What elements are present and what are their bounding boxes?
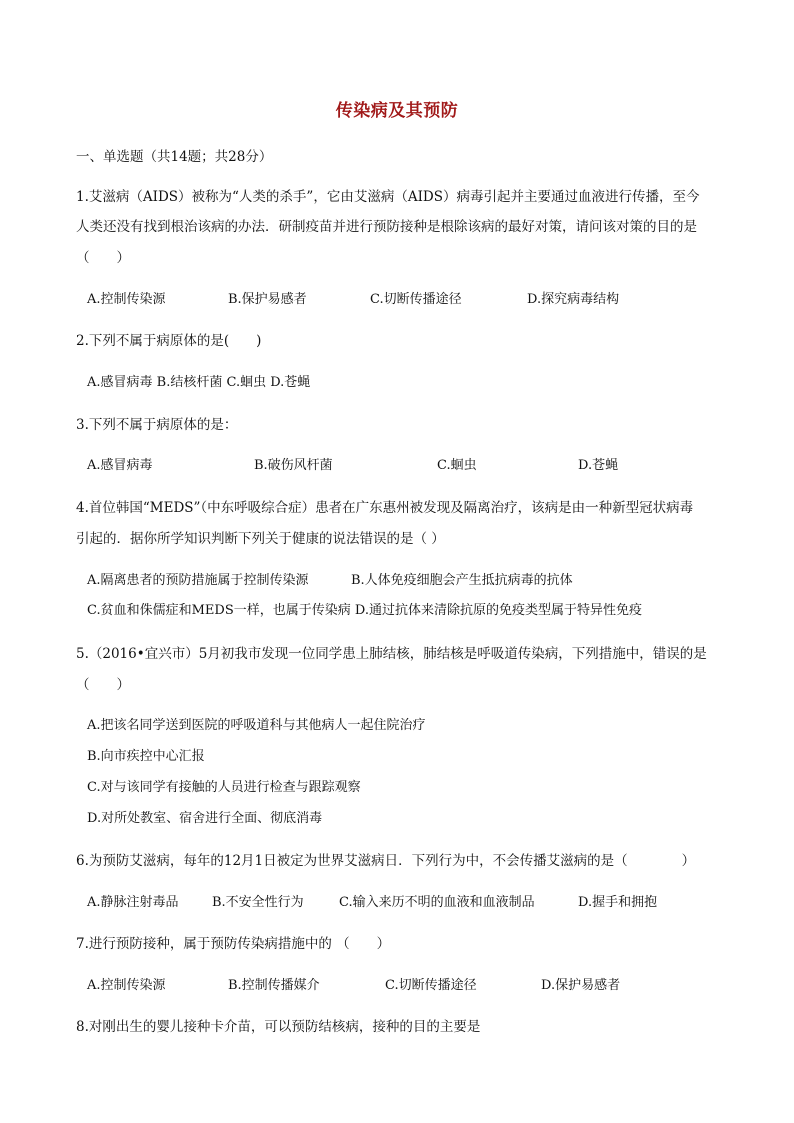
question-1-line-1: 1.艾滋病（AIDS）被称为“人类的杀手”，它由艾滋病（AIDS）病毒引起并主要通过血液进行传播，至今 xyxy=(76,189,700,205)
question-5-option-c: C.对与该同学有接触的人员进行检查与跟踪观察 xyxy=(87,780,361,795)
question-1-option-d: D.探究病毒结构 xyxy=(527,292,620,307)
question-2-stem: 2.下列不属于病原体的是( ) xyxy=(76,333,262,349)
question-3-option-c: C.蛔虫 xyxy=(437,458,477,473)
question-1-option-b: B.保护易感者 xyxy=(228,292,307,307)
question-7-option-c: C.切断传播途径 xyxy=(385,978,477,993)
question-1-option-c: C.切断传播途径 xyxy=(370,292,462,307)
question-5-line-2: （ ） xyxy=(76,677,130,693)
question-3-option-b: B.破伤风杆菌 xyxy=(254,458,333,473)
question-6-option-d: D.握手和拥抱 xyxy=(578,895,658,910)
question-4-option-b: B.人体免疫细胞会产生抵抗病毒的抗体 xyxy=(351,573,573,588)
section-heading: 一、单选题（共14题；共28分） xyxy=(76,149,273,165)
question-7-option-b: B.控制传播媒介 xyxy=(228,978,320,993)
question-6-option-c: C.输入来历不明的血液和血液制品 xyxy=(339,895,535,910)
question-5-option-a: A.把该名同学送到医院的呼吸道科与其他病人一起住院治疗 xyxy=(87,718,426,733)
question-7-option-d: D.保护易感者 xyxy=(541,978,621,993)
question-5-option-d: D.对所处教室、宿舍进行全面、彻底消毒 xyxy=(87,811,323,826)
question-4-option-a: A.隔离患者的预防措施属于控制传染源 xyxy=(87,573,309,588)
question-5-line-1: 5.（2016•宜兴市）5月初我市发现一位同学患上肺结核，肺结核是呼吸道传染病，下列措施中，错误的是 xyxy=(76,646,707,662)
question-7-option-a: A.控制传染源 xyxy=(87,978,166,993)
question-6-option-a: A.静脉注射毒品 xyxy=(87,895,179,910)
question-8-stem: 8.对刚出生的婴儿接种卡介苗，可以预防结核病，接种的目的主要是 xyxy=(76,1019,481,1035)
question-5-option-b: B.向市疾控中心汇报 xyxy=(87,749,205,764)
question-3-option-a: A.感冒病毒 xyxy=(87,458,153,473)
question-3-option-d: D.苍蝇 xyxy=(578,458,619,473)
question-4-options-c-d: C.贫血和侏儒症和MEDS一样，也属于传染病 D.通过抗体来清除抗原的免疫类型属于特异性免疫 xyxy=(87,603,642,618)
question-4-line-2: 引起的．据你所学知识判断下列关于健康的说法错误的是（ ） xyxy=(76,531,445,547)
question-2-options: A.感冒病毒 B.结核杆菌 C.蛔虫 D.苍蝇 xyxy=(87,375,311,390)
question-7-stem: 7.进行预防接种，属于预防传染病措施中的 （ ） xyxy=(76,936,391,952)
question-6-stem: 6.为预防艾滋病，每年的12月1日被定为世界艾滋病日．下列行为中，不会传播艾滋病的是（ ） xyxy=(76,853,696,869)
question-6-option-b: B.不安全性行为 xyxy=(212,895,304,910)
question-1-option-a: A.控制传染源 xyxy=(87,292,166,307)
question-4-line-1: 4.首位韩国“MEDS”（中东呼吸综合症）患者在广东惠州被发现及隔离治疗，该病是由一种新型冠状病毒 xyxy=(76,500,694,516)
question-1-line-2: 人类还没有找到根治该病的办法．研制疫苗并进行预防接种是根除该病的最好对策，请问该对策的目的是 xyxy=(76,219,697,235)
question-1-line-3: （ ） xyxy=(76,250,130,266)
document-title: 传染病及其预防 xyxy=(335,101,459,121)
question-3-stem: 3.下列不属于病原体的是： xyxy=(76,417,238,433)
